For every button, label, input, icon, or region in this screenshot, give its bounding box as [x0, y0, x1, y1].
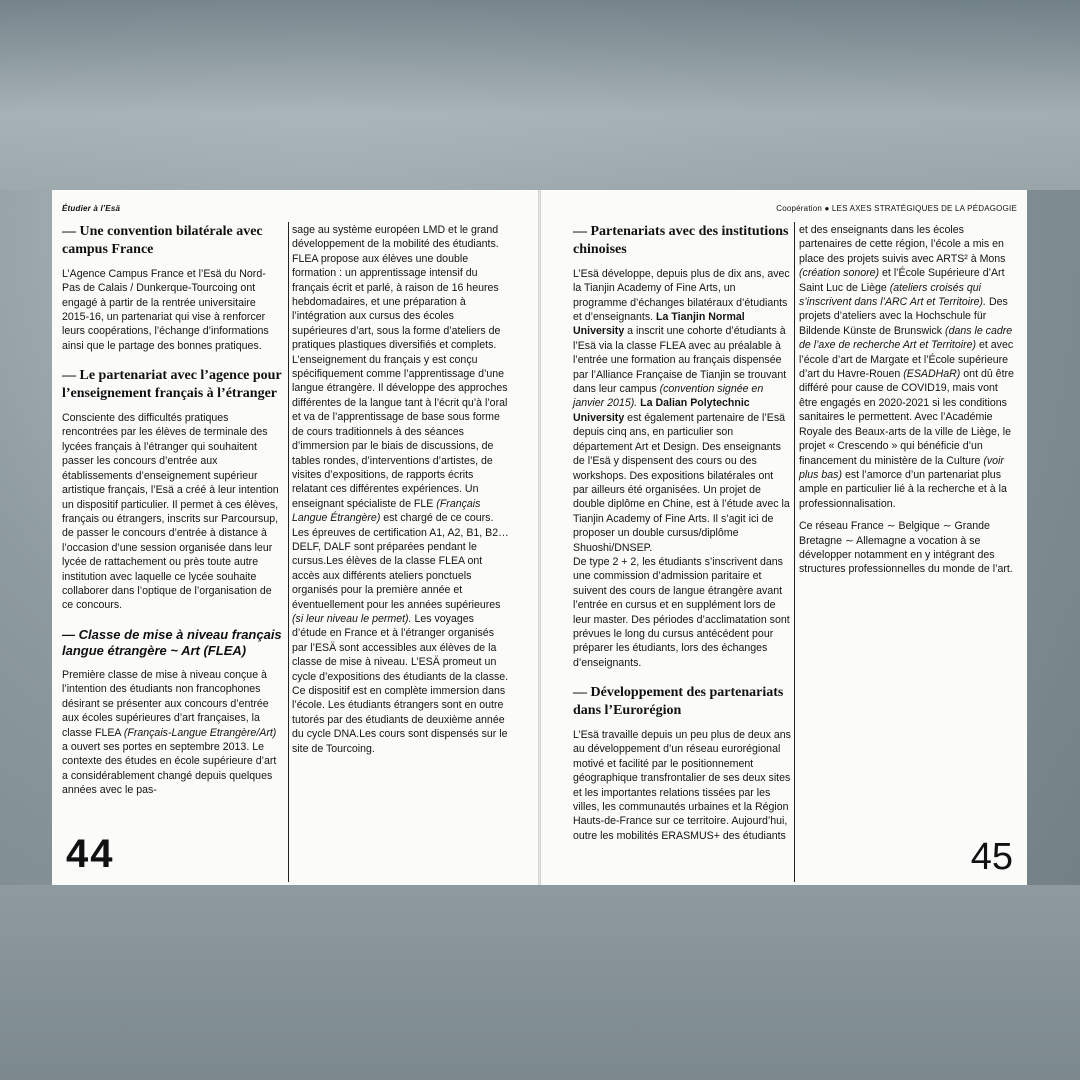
blurred-background-top — [0, 0, 1080, 190]
running-head-left: Étudier à l’Esä — [62, 204, 121, 213]
left-page — [52, 190, 538, 885]
paragraph-euroregion: L’Esä travaille depuis un peu plus de deux ans au développement d’un réseau eurorégional motivé et facilité par le positionnement géographique transfrontalier de ses deux sites et les importantes relations tissées par les villes, les communautés urbaines et la Région Hauts-de-France sur ce territoire. Aujourd’hui, outre les mobilités ERASMUS+ des étudiants — [573, 729, 791, 842]
right-page — [541, 190, 1027, 885]
paragraph-campus-france: L’Agence Campus France et l’Esä du Nord-Pas de Calais / Dunkerque-Tourcoing ont engagé à partir de la rentrée universitaire 2015-16, un partenariat qui vise à renforcer leurs coopérations, l’échange d’informations ainsi que le partage des bonnes pratiques. — [62, 267, 269, 352]
column-divider — [288, 222, 289, 882]
paragraph-flea-continued: sage au système européen LMD et le grand développement de la mobilité des étudiants. FLEA propose aux élèves une double formation : un apprentissage intensif du français écrit et parlé, à raison de 16 heures hebdomadaires, et une préparation à l’intégration aux cursus des écoles supérieures d’art, sous la forme d’ateliers de pratiques plastiques diversifiés et complets. L’enseignement du français y est conçu spécifiquement comme l’apprentissage d’une langue étrangère. Il développe des approches différentes de la langue tant à l’écrit qu’à l’oral et va de l’apprentissage de base sous forme de cours traditionnels à des séances d’immersion par le biais de discussions, de tables rondes, d’interventions d’artistes, de visites d’expositions, de rapports écrits relatant ces différentes expériences. Un enseignant spécialiste de FLE (Français Langue Étrangère) est chargé de ce cours. Les épreuves de certification A1, A2, B1, B2… DELF, DALF sont préparées pendant le cursus.Les élèves de la classe FLEA ont accès aux différents ateliers ponctuels organisés pour la première année et éventuellement pour les années supérieures (si leur niveau le permet). Les voyages d’étude en France et à l’étranger organisés par l’ESÄ sont accessibles aux élèves de la classe de mise à niveau. L’ESÄ promeut un cycle d’expositions des étudiants de la classe. Ce dispositif est en complète immersion dans l’école. Les étudiants étrangers sont en outre tutorés par des étudiants de deuxième année du cycle DNA.Les cours sont dispensés sur le site de Tourcoing. — [292, 224, 509, 755]
right-column-2 — [799, 223, 1017, 585]
left-column-1 — [62, 223, 282, 806]
blurred-background-bottom — [0, 885, 1080, 1080]
paragraph-agence-enseignement: Consciente des difficultés pratiques rencontrées par les élèves de terminale des lycées français à l’étranger qui souhaitent passer les concours d’entrée aux établissements d’enseignement supérieur artistique français, l’Esä a créé à leur intention un dispositif particulier. Il permet à ces élèves, français ou étrangers, inscrits sur Parcoursup, de passer le concours d’entrée à distance à l’occasion d’une session organisée dans leur lycée de rattachement ou près toute autre institution avec laquelle ce lycée souhaite collaborer dans l’optique de l’organisation de ce concours. — [62, 412, 279, 612]
running-head-right: Coopération ● LES AXES STRATÉGIQUES DE LA PÉDAGOGIE — [776, 204, 1017, 213]
heading-institutions-chinoises: — Partenariats avec des institutions chinoises — [573, 224, 789, 257]
right-column-1 — [573, 223, 791, 851]
left-column-2 — [292, 223, 510, 764]
page-number-right: 45 — [970, 836, 1013, 878]
heading-agence-enseignement: — Le partenariat avec l’agence pour l’enseignement français à l’étranger — [62, 368, 282, 402]
paragraph-euroregion-continued: et des enseignants dans les écoles partenaires de cette région, l’école a mis en place des projets suivis avec ARTS² à Mons (création sonore) et l’École Supérieure d’Art Saint Luc de Liège (ateliers croisés qui s’inscrivent dans l’ARC Art et Territoire). Des projets d’ateliers avec la Hochschule für Bildende Künste de Brunswick (dans le cadre de l’axe de recherche Art et Territoire) et avec l’école d’art de Margate et l’École supérieure d’art du Havre-Rouen (ESADHaR) ont dû être différé pour cause de COVID19, mais vont être engagés en 2020-2021 si les conditions sanitaires le permettent. Avec l’Académie Royale des Beaux-arts de la ville de Liège, le projet « Crescendo » qui bénéficie d’un financement du ministère de la Culture (voir plus bas) est l’amorce d’un partenariat plus ample en particulier lié à la recherche et à la professionnalisation. — [799, 224, 1014, 510]
heading-euroregion: — Développement des partenariats dans l’Eurorégion — [573, 685, 784, 719]
column-divider — [794, 222, 795, 882]
paragraph-reseau: Ce réseau France ∼ Belgique ∼ Grande Bretagne ∼ Allemagne a vocation à se développer notamment en y intégrant des structures professionnelles du monde de l’art. — [799, 520, 1013, 576]
paragraph-classe-flea: Première classe de mise à niveau conçue à l’intention des étudiants non francophones désirant se présenter aux concours d’entrée aux écoles supérieures d’art françaises, la classe FLEA (Français-Langue Etrangère/Art) a ouvert ses portes en septembre 2013. Le contexte des études en école supérieure d’art a considérablement changé depuis quelques années avec le pas- — [62, 669, 277, 797]
page-number-left: 44 — [66, 832, 115, 876]
paragraph-institutions-chinoises: L’Esä développe, depuis plus de dix ans, avec la Tianjin Academy of Fine Arts, un programme d’échanges bilatéraux d’étudiants et d’enseignants. La Tianjin Normal University a inscrit une cohorte d’étudiants à l’Esä via la classe FLEA avec au préalable à l’entrée une formation au français dispensée par l’Alliance Française de Tianjin se trouvant dans leur campus (convention signée en janvier 2015). La Dalian Polytechnic University est également partenaire de l’Esä depuis cinq ans, en particulier son département Art et Design. Des enseignants de l’Esä y dispensent des cours ou des workshops. Des expositions bilatérales ont par ailleurs été organisées. Un projet de double diplôme en Chine, est à l’étude avec la Tianjin Academy of Fine Arts. Il s’agit ici de proposer un double cursus/diplôme Shuoshi/DNSEP. — [573, 267, 790, 554]
heading-classe-flea: — Classe de mise à niveau français langue étrangère ~ Art (FLEA) — [62, 626, 282, 659]
heading-campus-france: — Une convention bilatérale avec campus France — [62, 224, 263, 257]
paragraph-type-2-2: De type 2 + 2, les étudiants s’inscrivent dans une commission d’admission paritaire et suivent des cours de langue étrangère avant l’entrée en cursus et en supplément lors de leur master. Des périodes d’acclimatation sont prévues le long du cursus antécédent pour préparer les étudiants, lors des échanges d’enseignants. — [573, 555, 790, 669]
